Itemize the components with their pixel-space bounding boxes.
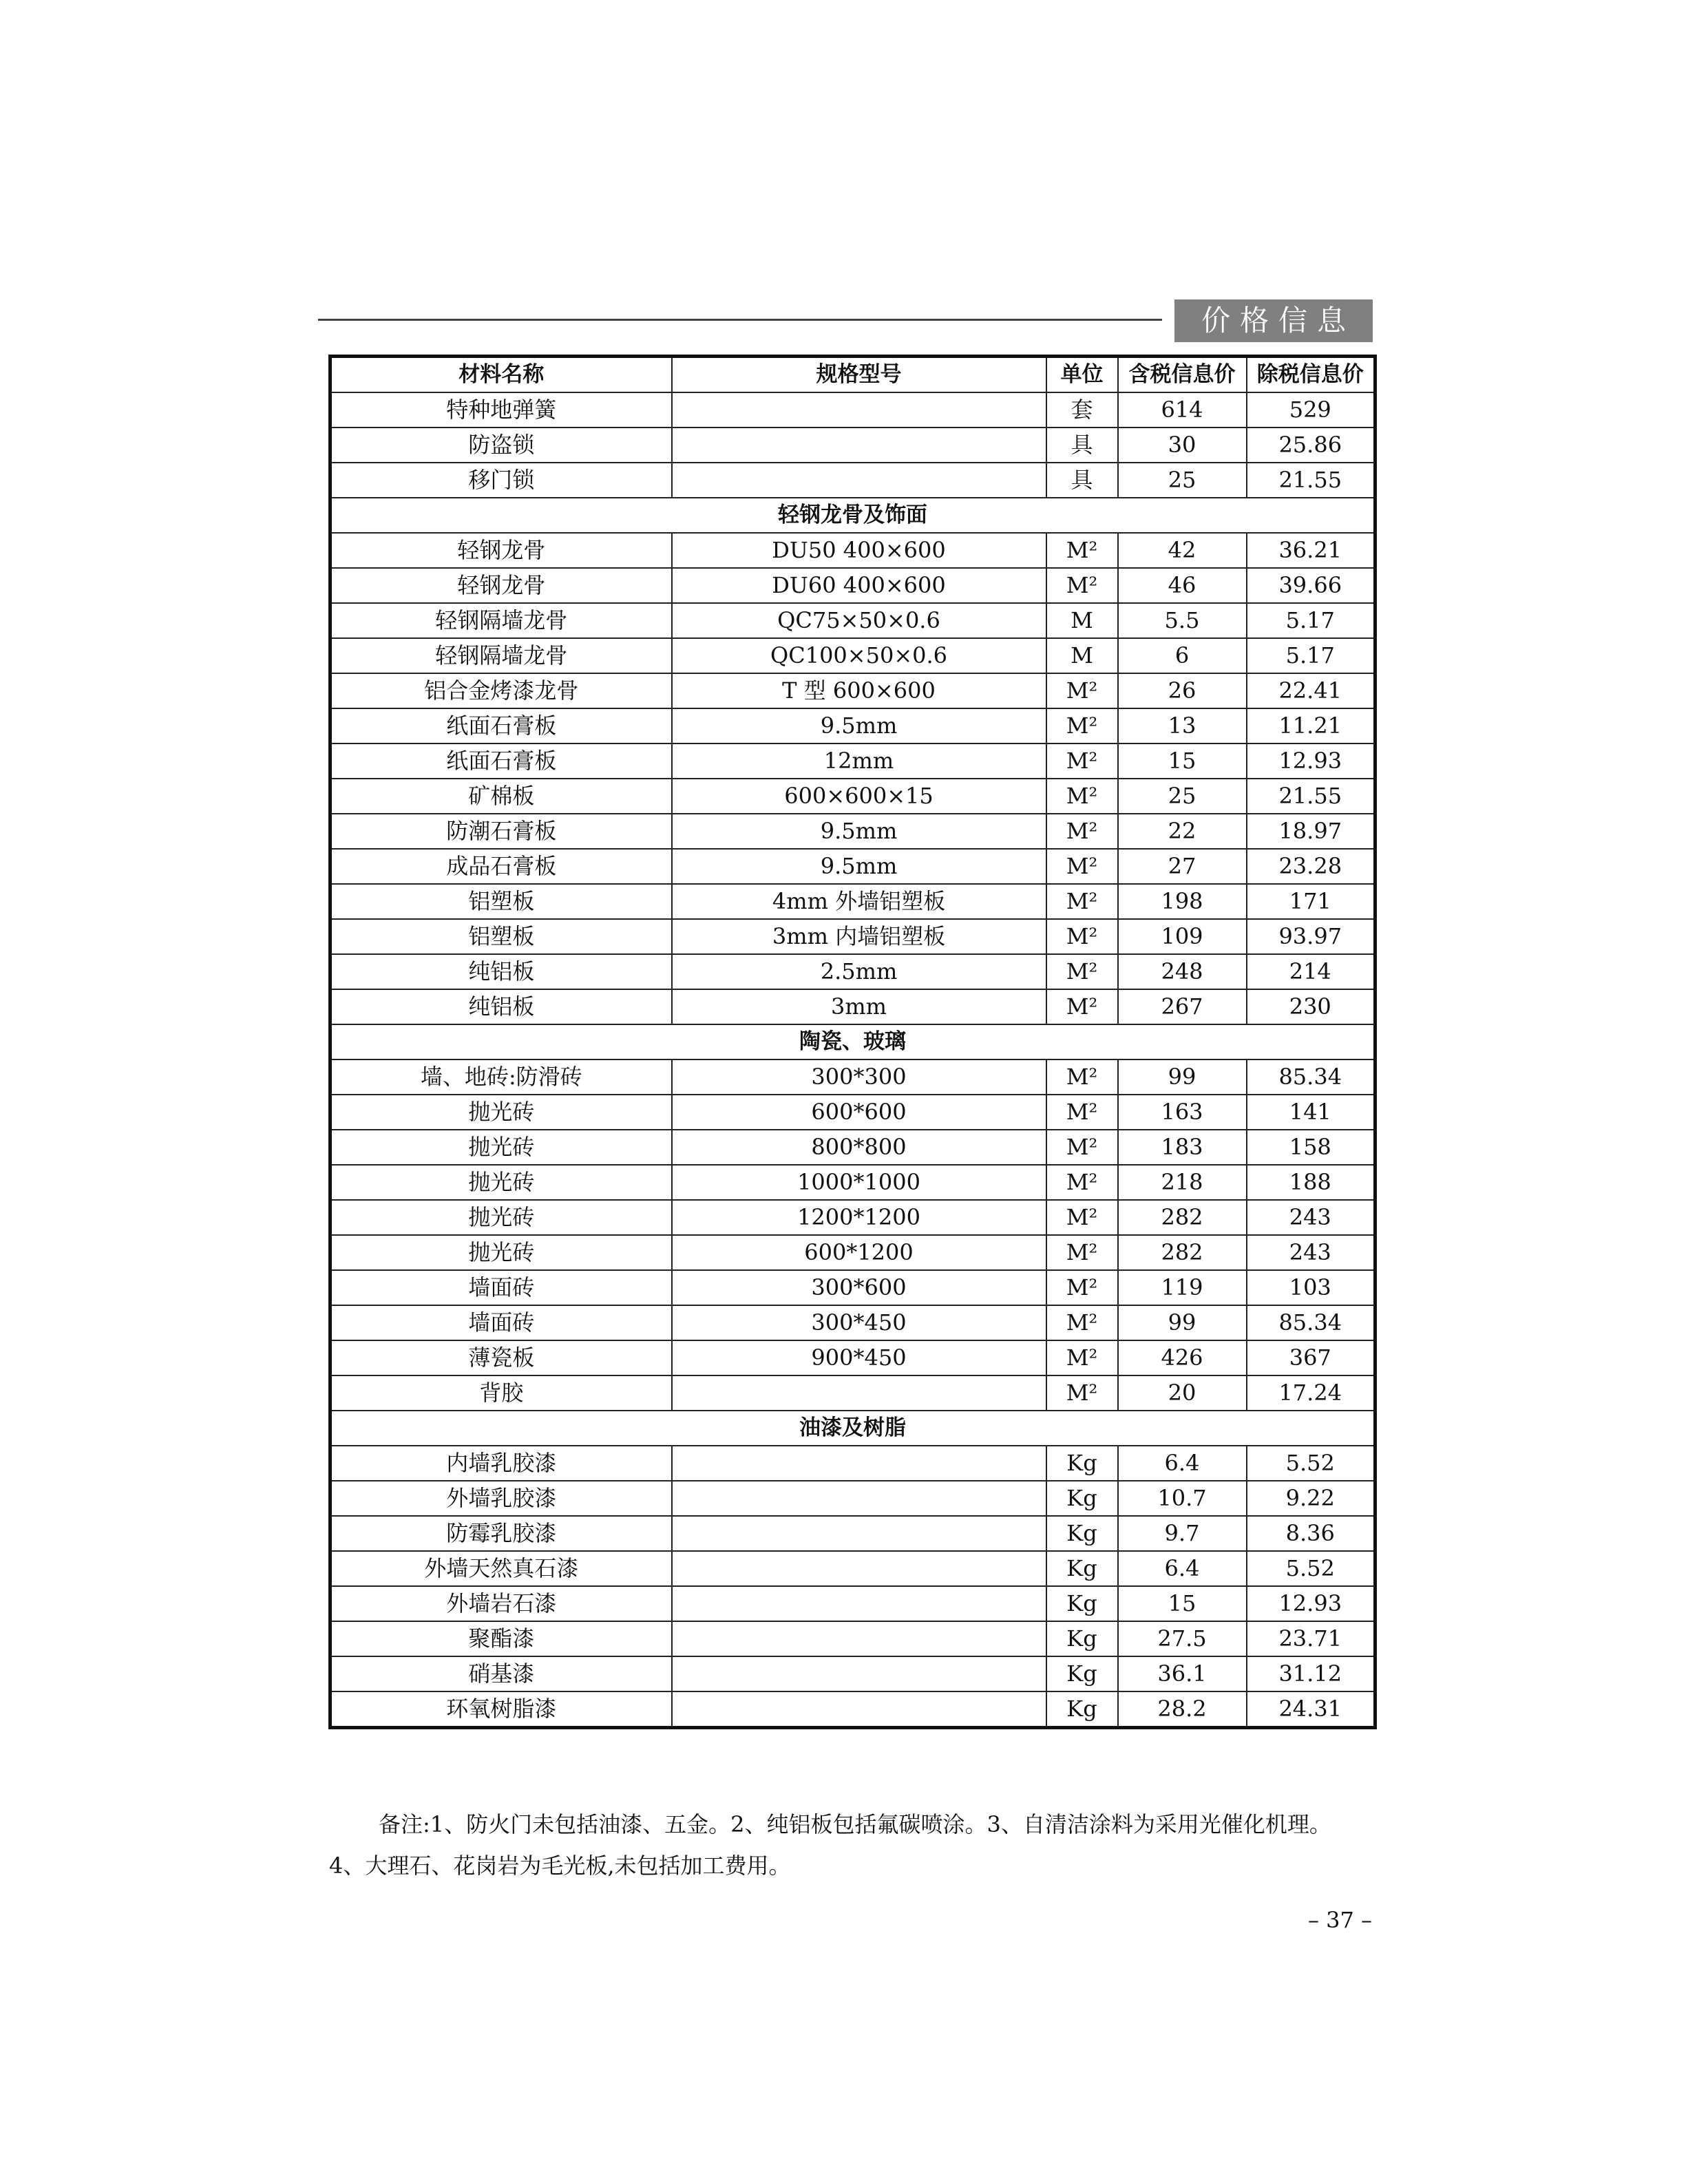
cell-price-without-tax: 85.34: [1247, 1305, 1375, 1340]
table-row: [330, 919, 1375, 954]
cell-price-with-tax: 46: [1118, 568, 1247, 603]
cell-price-without-tax: 214: [1247, 954, 1375, 989]
cell-unit: Kg: [1046, 1516, 1118, 1551]
cell-spec: 12mm: [672, 744, 1046, 779]
cell-price-with-tax: 6.4: [1118, 1446, 1247, 1481]
cell-price-with-tax: 36.1: [1118, 1656, 1247, 1691]
cell-material-name: 墙面砖: [330, 1305, 672, 1340]
table-row: [330, 1586, 1375, 1621]
cell-price-without-tax: 21.55: [1247, 463, 1375, 498]
cell-material-name: 内墙乳胶漆: [330, 1446, 672, 1481]
cell-price-without-tax: 21.55: [1247, 779, 1375, 814]
cell-spec: 300*600: [672, 1270, 1046, 1305]
cell-price-with-tax: 426: [1118, 1340, 1247, 1375]
table-row: [330, 673, 1375, 708]
cell-unit: 具: [1046, 428, 1118, 463]
cell-price-without-tax: 23.71: [1247, 1621, 1375, 1656]
cell-material-name: 特种地弹簧: [330, 392, 672, 428]
cell-unit: M²: [1046, 568, 1118, 603]
cell-price-without-tax: 188: [1247, 1165, 1375, 1200]
cell-spec: 300*300: [672, 1059, 1046, 1095]
cell-spec: 300*450: [672, 1305, 1046, 1340]
cell-material-name: 轻钢隔墙龙骨: [330, 603, 672, 638]
cell-spec: [672, 1691, 1046, 1728]
cell-price-without-tax: 31.12: [1247, 1656, 1375, 1691]
cell-price-with-tax: 163: [1118, 1095, 1247, 1130]
cell-material-name: 防潮石膏板: [330, 814, 672, 849]
cell-unit: M²: [1046, 1305, 1118, 1340]
cell-price-with-tax: 5.5: [1118, 603, 1247, 638]
cell-spec: 4mm 外墙铝塑板: [672, 884, 1046, 919]
cell-spec: [672, 1375, 1046, 1411]
note-line-1: 备注:1、防火门未包括油漆、五金。2、纯铝板包括氟碳喷涂。3、自清洁涂料为采用光催化机理。: [379, 1811, 1331, 1837]
cell-material-name: 抛光砖: [330, 1235, 672, 1270]
table-row: [330, 1305, 1375, 1340]
cell-price-without-tax: 22.41: [1247, 673, 1375, 708]
cell-material-name: 纯铝板: [330, 954, 672, 989]
section-label: 价格信息: [1174, 299, 1373, 342]
cell-unit: M²: [1046, 849, 1118, 884]
cell-price-without-tax: 23.28: [1247, 849, 1375, 884]
cell-unit: Kg: [1046, 1691, 1118, 1728]
cell-unit: Kg: [1046, 1621, 1118, 1656]
table-row: [330, 884, 1375, 919]
cell-price-without-tax: 5.17: [1247, 638, 1375, 673]
cell-material-name: 轻钢龙骨: [330, 568, 672, 603]
cell-spec: [672, 392, 1046, 428]
table-row: [330, 1235, 1375, 1270]
cell-unit: Kg: [1046, 1446, 1118, 1481]
table-row: [330, 1446, 1375, 1481]
column-header-unit: 单位: [1046, 357, 1118, 393]
cell-price-with-tax: 25: [1118, 463, 1247, 498]
category-title: 轻钢龙骨及饰面: [330, 498, 1375, 533]
table-row: [330, 779, 1375, 814]
table-row: [330, 1059, 1375, 1095]
category-title: 陶瓷、玻璃: [330, 1024, 1375, 1059]
cell-material-name: 外墙天然真石漆: [330, 1551, 672, 1586]
cell-price-without-tax: 11.21: [1247, 708, 1375, 744]
cell-material-name: 抛光砖: [330, 1165, 672, 1200]
cell-unit: M²: [1046, 884, 1118, 919]
cell-price-with-tax: 218: [1118, 1165, 1247, 1200]
cell-unit: M²: [1046, 1059, 1118, 1095]
cell-price-with-tax: 27.5: [1118, 1621, 1247, 1656]
cell-spec: QC100×50×0.6: [672, 638, 1046, 673]
cell-unit: Kg: [1046, 1656, 1118, 1691]
cell-material-name: 矿棉板: [330, 779, 672, 814]
cell-unit: M²: [1046, 1270, 1118, 1305]
cell-unit: M²: [1046, 1200, 1118, 1235]
table-row: [330, 814, 1375, 849]
cell-unit: M²: [1046, 954, 1118, 989]
cell-material-name: 纸面石膏板: [330, 708, 672, 744]
table-row: [330, 954, 1375, 989]
cell-spec: 1200*1200: [672, 1200, 1046, 1235]
cell-unit: M²: [1046, 673, 1118, 708]
cell-price-with-tax: 20: [1118, 1375, 1247, 1411]
cell-spec: [672, 1656, 1046, 1691]
cell-price-without-tax: 9.22: [1247, 1481, 1375, 1516]
cell-price-without-tax: 8.36: [1247, 1516, 1375, 1551]
cell-price-with-tax: 28.2: [1118, 1691, 1247, 1728]
cell-material-name: 防霉乳胶漆: [330, 1516, 672, 1551]
cell-material-name: 抛光砖: [330, 1130, 672, 1165]
cell-unit: M²: [1046, 1130, 1118, 1165]
column-header-name: 材料名称: [330, 357, 672, 393]
table-row: [330, 1200, 1375, 1235]
cell-price-without-tax: 243: [1247, 1200, 1375, 1235]
cell-material-name: 墙、地砖:防滑砖: [330, 1059, 672, 1095]
cell-unit: 套: [1046, 392, 1118, 428]
cell-price-with-tax: 99: [1118, 1059, 1247, 1095]
cell-unit: M²: [1046, 814, 1118, 849]
cell-unit: M²: [1046, 533, 1118, 568]
cell-unit: M²: [1046, 989, 1118, 1024]
table-row: [330, 533, 1375, 568]
cell-spec: [672, 1551, 1046, 1586]
table-row: [330, 1516, 1375, 1551]
cell-spec: 600×600×15: [672, 779, 1046, 814]
table-row: [330, 1095, 1375, 1130]
cell-material-name: 纯铝板: [330, 989, 672, 1024]
cell-unit: M²: [1046, 1235, 1118, 1270]
table-row: [330, 638, 1375, 673]
cell-material-name: 薄瓷板: [330, 1340, 672, 1375]
table-row: [330, 1551, 1375, 1586]
table-row: [330, 392, 1375, 428]
cell-price-with-tax: 25: [1118, 779, 1247, 814]
cell-unit: M²: [1046, 919, 1118, 954]
cell-material-name: 铝塑板: [330, 884, 672, 919]
cell-price-with-tax: 99: [1118, 1305, 1247, 1340]
cell-spec: 600*600: [672, 1095, 1046, 1130]
cell-material-name: 轻钢龙骨: [330, 533, 672, 568]
category-title: 油漆及树脂: [330, 1411, 1375, 1446]
cell-unit: M: [1046, 603, 1118, 638]
cell-price-without-tax: 24.31: [1247, 1691, 1375, 1728]
cell-spec: 9.5mm: [672, 708, 1046, 744]
cell-price-without-tax: 158: [1247, 1130, 1375, 1165]
cell-spec: [672, 1516, 1046, 1551]
header-rule: [318, 319, 1162, 321]
table-row: [330, 568, 1375, 603]
page-number: – 37 –: [1307, 1907, 1372, 1933]
cell-price-with-tax: 26: [1118, 673, 1247, 708]
cell-price-without-tax: 93.97: [1247, 919, 1375, 954]
cell-material-name: 防盗锁: [330, 428, 672, 463]
table-header-row: [330, 357, 1375, 393]
cell-price-with-tax: 9.7: [1118, 1516, 1247, 1551]
table-row: [330, 1130, 1375, 1165]
cell-spec: 1000*1000: [672, 1165, 1046, 1200]
cell-price-without-tax: 367: [1247, 1340, 1375, 1375]
cell-spec: 3mm: [672, 989, 1046, 1024]
cell-material-name: 抛光砖: [330, 1095, 672, 1130]
cell-price-without-tax: 103: [1247, 1270, 1375, 1305]
cell-spec: 3mm 内墙铝塑板: [672, 919, 1046, 954]
cell-material-name: 外墙岩石漆: [330, 1586, 672, 1621]
cell-unit: M: [1046, 638, 1118, 673]
cell-material-name: 聚酯漆: [330, 1621, 672, 1656]
category-row: [330, 1411, 1375, 1446]
cell-spec: 800*800: [672, 1130, 1046, 1165]
table-body: [330, 392, 1375, 1728]
table-row: [330, 1165, 1375, 1200]
cell-spec: [672, 1481, 1046, 1516]
cell-price-with-tax: 282: [1118, 1235, 1247, 1270]
cell-unit: M²: [1046, 708, 1118, 744]
table-row: [330, 1481, 1375, 1516]
category-row: [330, 498, 1375, 533]
cell-spec: [672, 428, 1046, 463]
cell-price-with-tax: 15: [1118, 744, 1247, 779]
table-row: [330, 849, 1375, 884]
cell-price-without-tax: 171: [1247, 884, 1375, 919]
column-header-spec: 规格型号: [672, 357, 1046, 393]
table-row: [330, 428, 1375, 463]
table-row: [330, 463, 1375, 498]
cell-spec: [672, 1621, 1046, 1656]
cell-price-without-tax: 85.34: [1247, 1059, 1375, 1095]
cell-price-with-tax: 27: [1118, 849, 1247, 884]
cell-price-without-tax: 25.86: [1247, 428, 1375, 463]
cell-material-name: 移门锁: [330, 463, 672, 498]
cell-price-without-tax: 12.93: [1247, 1586, 1375, 1621]
cell-price-with-tax: 15: [1118, 1586, 1247, 1621]
column-header-price-without-tax: 除税信息价: [1247, 357, 1375, 393]
cell-spec: 9.5mm: [672, 849, 1046, 884]
cell-material-name: 硝基漆: [330, 1656, 672, 1691]
cell-unit: M²: [1046, 1165, 1118, 1200]
cell-unit: M²: [1046, 744, 1118, 779]
cell-spec: T 型 600×600: [672, 673, 1046, 708]
cell-price-with-tax: 119: [1118, 1270, 1247, 1305]
cell-material-name: 抛光砖: [330, 1200, 672, 1235]
cell-price-with-tax: 6: [1118, 638, 1247, 673]
cell-unit: Kg: [1046, 1551, 1118, 1586]
table-row: [330, 708, 1375, 744]
cell-price-with-tax: 614: [1118, 392, 1247, 428]
cell-price-without-tax: 5.52: [1247, 1446, 1375, 1481]
cell-price-with-tax: 10.7: [1118, 1481, 1247, 1516]
cell-price-without-tax: 12.93: [1247, 744, 1375, 779]
cell-price-without-tax: 529: [1247, 392, 1375, 428]
cell-material-name: 成品石膏板: [330, 849, 672, 884]
cell-unit: Kg: [1046, 1481, 1118, 1516]
cell-price-without-tax: 5.17: [1247, 603, 1375, 638]
cell-spec: 9.5mm: [672, 814, 1046, 849]
cell-price-with-tax: 13: [1118, 708, 1247, 744]
cell-price-without-tax: 230: [1247, 989, 1375, 1024]
cell-material-name: 外墙乳胶漆: [330, 1481, 672, 1516]
cell-unit: 具: [1046, 463, 1118, 498]
cell-material-name: 墙面砖: [330, 1270, 672, 1305]
cell-price-with-tax: 30: [1118, 428, 1247, 463]
table-row: [330, 603, 1375, 638]
cell-price-without-tax: 243: [1247, 1235, 1375, 1270]
cell-spec: DU50 400×600: [672, 533, 1046, 568]
cell-spec: QC75×50×0.6: [672, 603, 1046, 638]
cell-spec: 900*450: [672, 1340, 1046, 1375]
cell-price-with-tax: 198: [1118, 884, 1247, 919]
cell-spec: 600*1200: [672, 1235, 1046, 1270]
cell-spec: [672, 463, 1046, 498]
cell-spec: 2.5mm: [672, 954, 1046, 989]
table-row: [330, 1375, 1375, 1411]
cell-price-without-tax: 141: [1247, 1095, 1375, 1130]
cell-price-with-tax: 42: [1118, 533, 1247, 568]
table-row: [330, 1656, 1375, 1691]
cell-unit: M²: [1046, 1340, 1118, 1375]
cell-price-with-tax: 6.4: [1118, 1551, 1247, 1586]
table-row: [330, 1340, 1375, 1375]
cell-material-name: 铝合金烤漆龙骨: [330, 673, 672, 708]
table-row: [330, 744, 1375, 779]
cell-price-with-tax: 22: [1118, 814, 1247, 849]
cell-spec: [672, 1586, 1046, 1621]
cell-price-with-tax: 267: [1118, 989, 1247, 1024]
cell-material-name: 轻钢隔墙龙骨: [330, 638, 672, 673]
cell-price-with-tax: 282: [1118, 1200, 1247, 1235]
cell-price-without-tax: 39.66: [1247, 568, 1375, 603]
cell-price-without-tax: 18.97: [1247, 814, 1375, 849]
cell-price-without-tax: 36.21: [1247, 533, 1375, 568]
cell-unit: M²: [1046, 1375, 1118, 1411]
cell-unit: M²: [1046, 779, 1118, 814]
table-row: [330, 1691, 1375, 1728]
cell-material-name: 背胶: [330, 1375, 672, 1411]
column-header-price-with-tax: 含税信息价: [1118, 357, 1247, 393]
cell-material-name: 铝塑板: [330, 919, 672, 954]
cell-material-name: 纸面石膏板: [330, 744, 672, 779]
cell-unit: Kg: [1046, 1586, 1118, 1621]
table-row: [330, 989, 1375, 1024]
cell-price-with-tax: 183: [1118, 1130, 1247, 1165]
table-row: [330, 1270, 1375, 1305]
table-row: [330, 1621, 1375, 1656]
cell-price-with-tax: 248: [1118, 954, 1247, 989]
cell-spec: DU60 400×600: [672, 568, 1046, 603]
cell-material-name: 环氧树脂漆: [330, 1691, 672, 1728]
cell-price-with-tax: 109: [1118, 919, 1247, 954]
category-row: [330, 1024, 1375, 1059]
cell-price-without-tax: 17.24: [1247, 1375, 1375, 1411]
cell-unit: M²: [1046, 1095, 1118, 1130]
price-table: [328, 355, 1377, 1729]
cell-spec: [672, 1446, 1046, 1481]
cell-price-without-tax: 5.52: [1247, 1551, 1375, 1586]
note-line-2: 4、大理石、花岗岩为毛光板,未包括加工费用。: [329, 1853, 791, 1879]
